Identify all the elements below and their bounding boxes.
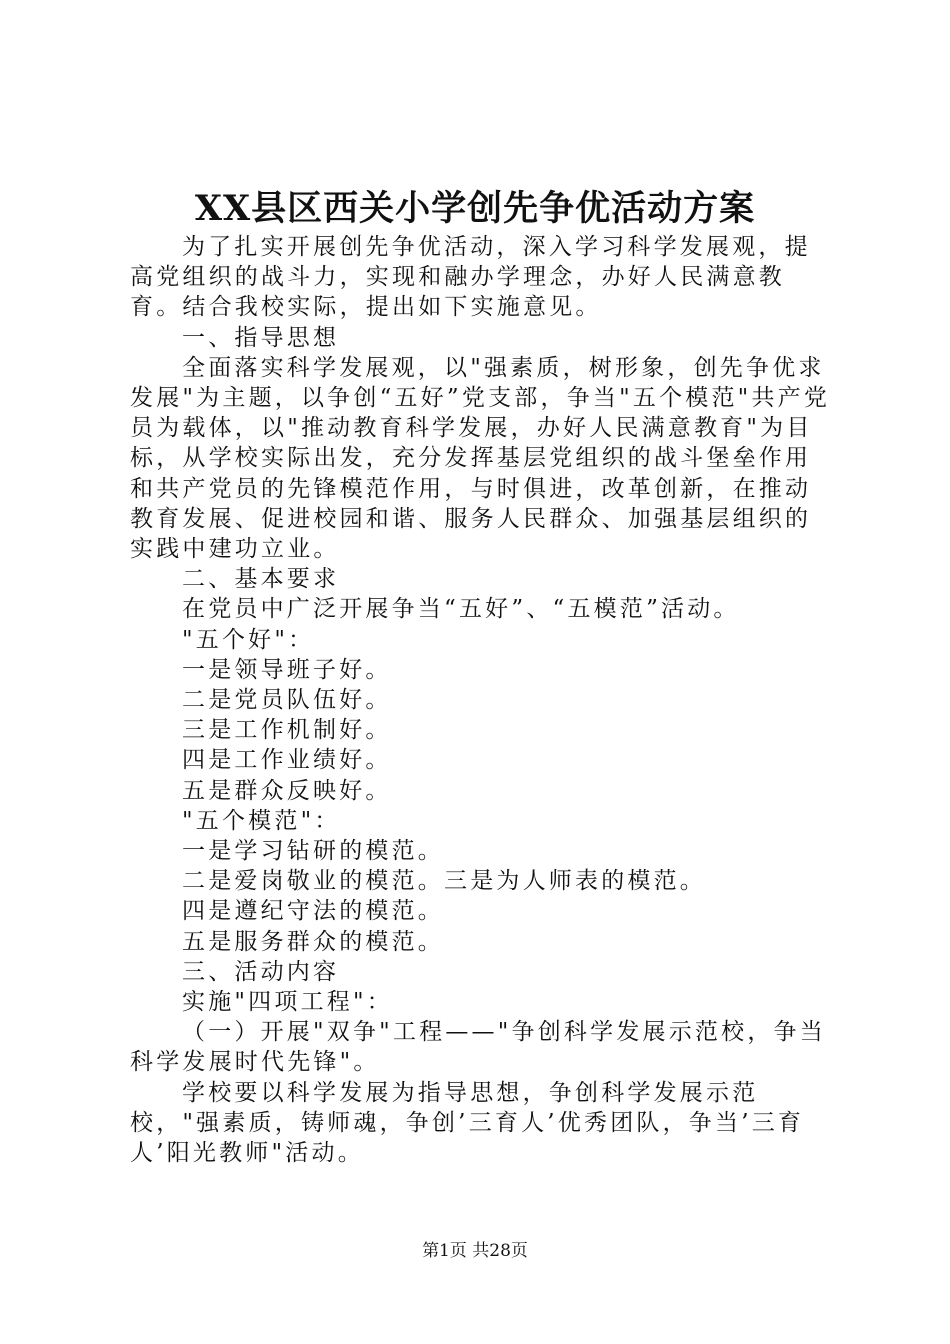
list-item: 三是工作机制好。: [182, 717, 392, 744]
section-heading-guiding-ideology: 一、指导思想: [182, 324, 340, 351]
guiding-ideology-paragraph: 全面落实科学发展观，以"强素质，树形象，创先争优求发展"为主题，以争创“五好”党支部，争当"五个模范"共产党员为载体，以"推动教育科学发展，办好人民满意教育"为目标，从学校实际出发，充分发挥基层党组织的战斗堡垒作用和共产党员的先锋模范作用，与时俱进，改革创新，在推动教育发展、促进校园和谐、服务人民群众、加强基层组织的实践中建功立业。: [130, 354, 831, 563]
five-models-heading: "五个模范"：: [182, 807, 341, 834]
list-item: 一是学习钻研的模范。: [182, 838, 444, 865]
project-one-detail-paragraph: 学校要以科学发展为指导思想，争创科学发展示范校，"强素质，铸师魂，争创’三育人’优秀团队，争当’三育人’阳光教师"活动。: [130, 1079, 805, 1167]
section-heading-basic-requirements: 二、基本要求: [182, 566, 340, 593]
document-body: [130, 232, 835, 1168]
list-item: 五是群众反映好。: [182, 777, 392, 804]
document-title: XX县区西关小学创先争优活动方案: [194, 188, 756, 229]
project-one-paragraph: （一）开展"双争"工程——"争创科学发展示范校，争当科学发展时代先锋"。: [130, 1019, 826, 1076]
four-projects-heading: 实施"四项工程"：: [182, 989, 393, 1016]
list-item: 一是领导班子好。: [182, 656, 392, 683]
list-item: 二是党员队伍好。: [182, 687, 392, 714]
five-goods-heading: "五个好"：: [182, 626, 315, 653]
list-item: 四是遵纪守法的模范。: [182, 898, 444, 925]
list-item: 四是工作业绩好。: [182, 747, 392, 774]
list-item: 五是服务群众的模范。: [182, 928, 444, 955]
list-item: 二是爱岗敬业的模范。三是为人师表的模范。: [182, 868, 706, 895]
basic-requirements-paragraph: 在党员中广泛开展争当“五好”、“五模范”活动。: [182, 596, 740, 623]
section-heading-activity-content: 三、活动内容: [182, 958, 340, 985]
page-number-footer: 第1页 共28页: [422, 1241, 528, 1261]
intro-paragraph: 为了扎实开展创先争优活动，深入学习科学发展观，提高党组织的战斗力，实现和融办学理念，办好人民满意教育。结合我校实际，提出如下实施意见。: [130, 234, 811, 321]
